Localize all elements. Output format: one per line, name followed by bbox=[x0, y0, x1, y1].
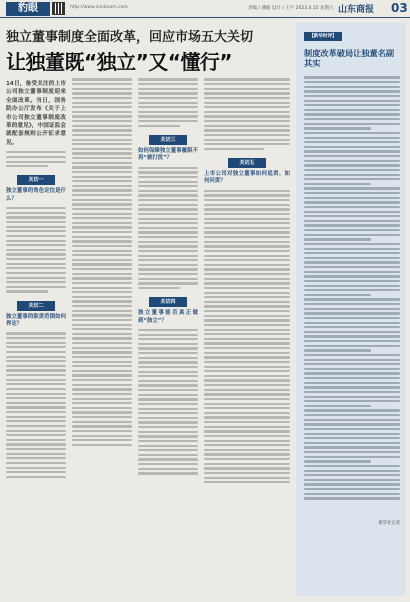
page-header bbox=[0, 0, 410, 18]
body-text bbox=[6, 332, 66, 478]
sidebar-title: 制度改革破局让独董名副其实 bbox=[304, 48, 395, 68]
body-text bbox=[204, 78, 290, 150]
section-tag-5: 关切五 bbox=[228, 158, 266, 168]
section-title-5: 上市公司对独立董事如何追责、如何问责？ bbox=[204, 171, 290, 185]
section-tag-2: 关切二 bbox=[17, 301, 55, 311]
section-title-2: 独立董事的职责范围如何界定？ bbox=[6, 313, 66, 327]
section-tag-1: 关切一 bbox=[17, 175, 55, 185]
body-text bbox=[138, 167, 198, 289]
article-column-3 bbox=[138, 76, 198, 595]
site-url: http://www.sunbeam.com bbox=[70, 5, 128, 10]
headline-main: 让独董既“独立”又“懂行” bbox=[6, 50, 233, 74]
article-column-4 bbox=[204, 76, 290, 595]
page-number: 03 bbox=[391, 1, 408, 15]
article-column-2 bbox=[72, 76, 132, 595]
body-text bbox=[138, 78, 198, 126]
section-title-1: 独立董事的角色定位是什么？ bbox=[6, 188, 66, 202]
article-lead: 14日，备受关注的上市公司独立董事制度迎来全面改革。当日，国务院办公厅发布《关于上市公司独立董事制度改革的意见》，中国证监会就配套规则公开征求意见。 bbox=[6, 81, 66, 146]
section-title-3: 如何保障独立董事履职不再“被打扰”？ bbox=[138, 147, 198, 162]
body-text bbox=[138, 329, 198, 475]
sidebar-body-text bbox=[304, 74, 400, 514]
body-text bbox=[6, 207, 66, 292]
edition-meta: 责编 / 潘敏 设计 / 王宇 2023.4.15 星期六 bbox=[248, 6, 334, 11]
section-tag-3: 关切三 bbox=[149, 135, 187, 145]
column-logo: 豹眼 bbox=[6, 2, 50, 16]
body-text bbox=[72, 78, 132, 446]
headline-kicker: 独立董事制度全面改革，回应市场五大关切 bbox=[6, 30, 254, 45]
sidebar-byline: 新华社记者 bbox=[378, 521, 400, 526]
section-tag-4: 关切四 bbox=[149, 297, 187, 307]
body-text bbox=[204, 190, 290, 484]
body-text bbox=[6, 151, 66, 167]
newspaper-brand: 山东商报 bbox=[338, 5, 375, 15]
commentary-sidebar bbox=[296, 22, 406, 596]
qr-code-icon bbox=[52, 2, 65, 15]
sidebar-tag: 【新华时评】 bbox=[304, 32, 342, 41]
section-title-4: 独立董事能否真正做到“独立”？ bbox=[138, 310, 198, 324]
article-column-1 bbox=[6, 80, 66, 595]
